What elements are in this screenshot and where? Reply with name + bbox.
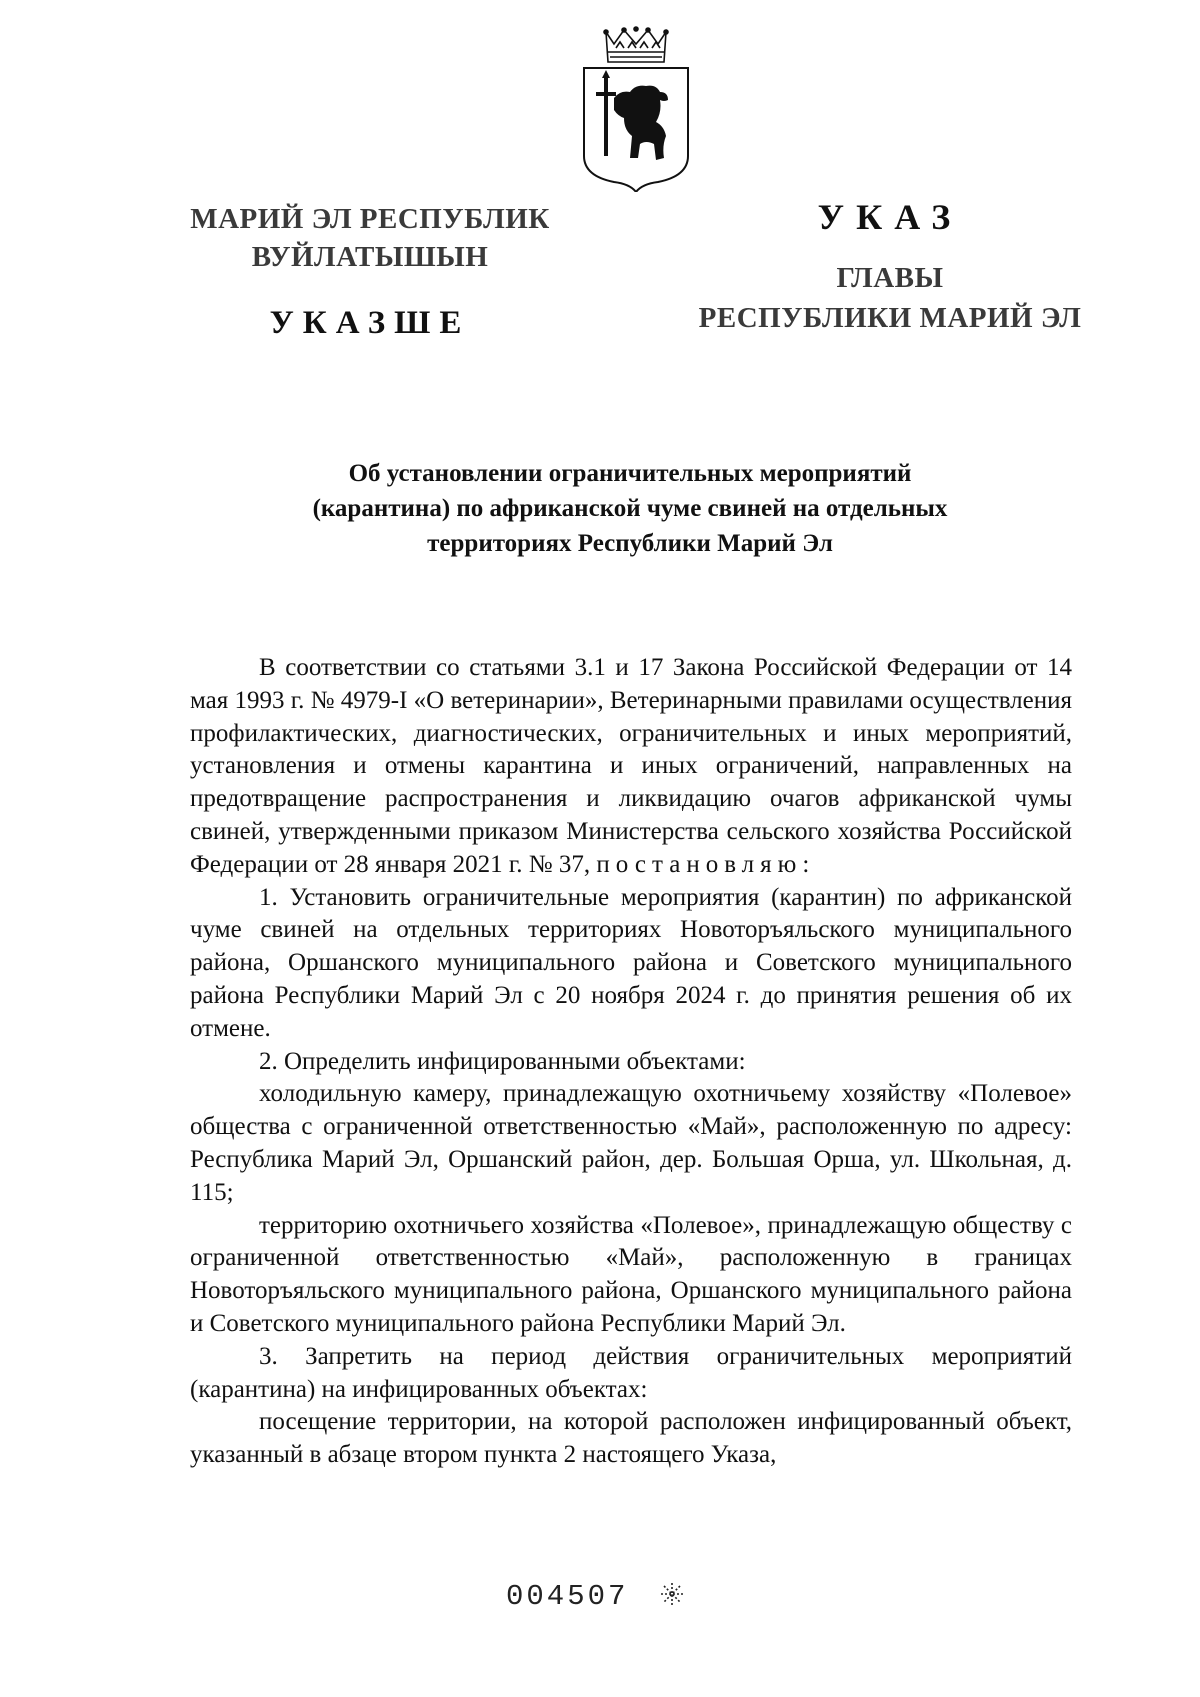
- serial-number: 004507: [506, 1580, 629, 1613]
- header-right-block: [680, 196, 1100, 338]
- header-left-line1: МАРИЙ ЭЛ РЕСПУБЛИК: [190, 203, 550, 235]
- document-title: [190, 456, 1070, 561]
- header-right-line2: РЕСПУБЛИКИ МАРИЙ ЭЛ: [698, 302, 1082, 334]
- header-left-line2: ВУЙЛАТЫШЫН: [251, 241, 489, 273]
- title-line1: Об установлении ограничительных мероприятий: [348, 460, 912, 487]
- header-right-decree: УКАЗ: [817, 197, 963, 237]
- header-left-decree: УКАЗШЕ: [269, 305, 471, 341]
- intro-paragraph: [190, 652, 1072, 882]
- item-3a-paragraph: посещение территории, на которой расположен инфицированный объект, указанный в абзаце втором пункта 2 настоящего Указа,: [190, 1408, 1072, 1469]
- resolve-word: постановляю:: [596, 850, 816, 878]
- item-2a-paragraph: холодильную камеру, принадлежащую охотничьему хозяйству «Полевое» общества с ограниченной ответственностью «Май», расположенную по адресу: Республика Марий Эл, Оршанский район, дер. Большая Орша, ул. Школьная, д. 115;: [190, 1080, 1072, 1206]
- title-line2: (карантина) по африканской чуме свиней на отдельных: [312, 495, 948, 522]
- intro-text: В соответствии со статьями 3.1 и 17 Закона Российской Федерации от 14 мая 1993 г. № 4979-I «О ветеринарии», Ветеринарными правилами осуществления профилактических, диагностических, ограничительных и иных мероприятий, установления и отмены карантина и иных ограничений, направленных на предотвращение распространения и ликвидацию очагов африканской чумы свиней, утвержденными приказом Министерства сельского хозяйства Российской Федерации от 28 января 2021 г. № 37,: [190, 654, 1073, 878]
- crown-icon: [604, 27, 668, 62]
- title-line3: территориях Республики Марий Эл: [427, 530, 833, 557]
- header-right-line1: ГЛАВЫ: [836, 262, 944, 294]
- item-2b-paragraph: территорию охотничьего хозяйства «Полевое», принадлежащую обществу с ограниченной ответственностью «Май», расположенную в границах Новоторъяльского муниципального района, Оршанского муниципального района и Советского муниципального района Республики Марий Эл.: [190, 1211, 1072, 1337]
- asterisk-mark-icon: [660, 1582, 684, 1606]
- item-3-paragraph: 3. Запретить на период действия ограничительных мероприятий (карантина) на инфицированных объектах:: [190, 1342, 1072, 1403]
- document-body: [190, 652, 1072, 1472]
- item-1-paragraph: 1. Установить ограничительные мероприятия (карантин) по африканской чуме свиней на отдельных территориях Новоторъяльского муниципального района, Оршанского муниципального района и Советского муниципального района Республики Марий Эл с 20 ноября 2024 г. до принятия решения об их отмене.: [190, 883, 1072, 1042]
- coat-of-arms-emblem: [580, 26, 692, 192]
- header-left-block: [170, 200, 570, 342]
- item-2-paragraph: 2. Определить инфицированными объектами:: [259, 1047, 746, 1075]
